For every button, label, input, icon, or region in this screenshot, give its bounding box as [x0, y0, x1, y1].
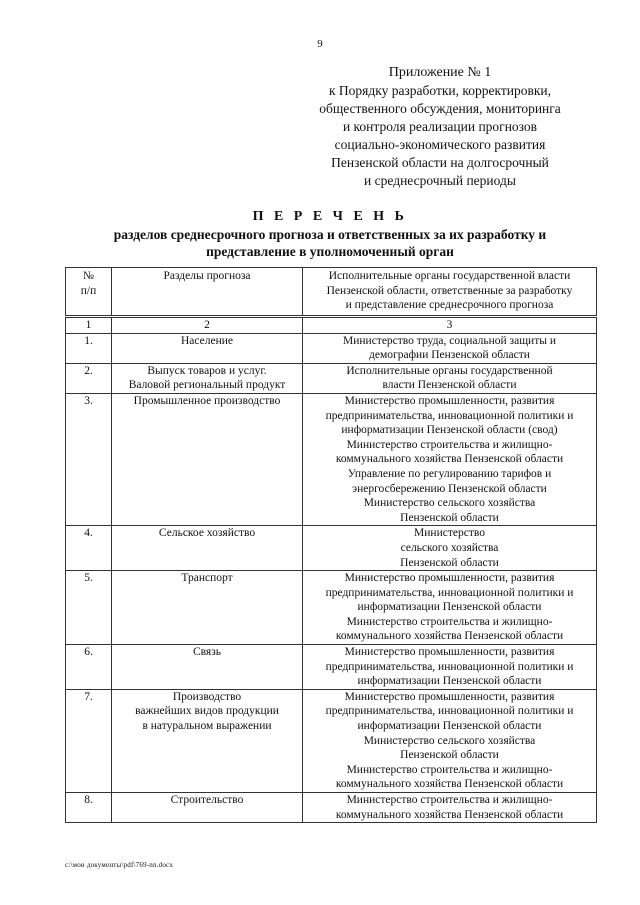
row-section	[112, 526, 303, 571]
row-bodies	[303, 363, 597, 393]
section-line: Транспорт	[181, 572, 233, 585]
appendix-block	[300, 64, 580, 190]
body-line: коммунального хозяйства Пензенской области	[335, 778, 564, 791]
appendix-line: социально-экономического развития	[334, 137, 546, 152]
body-line: Министерство строительства и жилищно-	[346, 763, 553, 776]
row-number: 6.	[66, 645, 112, 690]
body-line: коммунального хозяйства Пензенской области	[335, 808, 564, 821]
body-line: Пензенской области	[400, 556, 499, 569]
table-row	[66, 393, 597, 525]
body-line: предпринимательства, инновационной политики и	[325, 660, 574, 673]
body-line: предпринимательства, инновационной политики и	[325, 409, 574, 422]
row-bodies	[303, 645, 597, 690]
row-number: 5.	[66, 571, 112, 645]
header-text: и представление среднесрочного прогноза	[345, 299, 554, 312]
page-number: 9	[317, 38, 323, 50]
index-cell: 3	[303, 318, 597, 334]
body-line: предпринимательства, инновационной политики и	[325, 705, 574, 718]
section-line: Связь	[192, 646, 222, 659]
row-section	[112, 645, 303, 690]
sections-table	[65, 317, 597, 823]
header-cell-number	[66, 268, 112, 316]
table-row	[66, 793, 597, 823]
body-line: Министерство труда, социальной защиты и	[343, 334, 556, 347]
heading-title: П Е Р Е Ч Е Н Ь	[252, 209, 408, 224]
row-bodies	[303, 526, 597, 571]
body-line: Министерство сельского хозяйства	[363, 734, 536, 747]
heading-subtitle	[40, 226, 620, 260]
section-line: важнейших видов продукции	[135, 705, 279, 718]
table-row	[66, 571, 597, 645]
section-line: Строительство	[170, 794, 244, 806]
appendix-line: и контроля реализации прогнозов	[342, 119, 538, 134]
appendix-title: Приложение № 1	[388, 65, 492, 80]
body-line: Министерство промышленности, развития	[344, 394, 555, 407]
row-section	[112, 571, 303, 645]
header-cell-section	[112, 268, 303, 316]
table-row	[66, 363, 597, 393]
header-row	[66, 268, 597, 316]
header-text: п/п	[80, 284, 97, 297]
appendix-line: общественного обсуждения, мониторинга	[319, 101, 561, 116]
table-row	[66, 333, 597, 363]
header-text: №	[83, 270, 94, 282]
table-rows	[66, 333, 597, 823]
appendix-line: к Порядку разработки, корректировки,	[328, 83, 552, 98]
section-line: в натуральном выражении	[142, 720, 272, 733]
section-line: Выпуск товаров и услуг.	[147, 364, 267, 377]
section-line: Производство	[172, 690, 242, 703]
heading-subtitle-line: разделов среднесрочного прогноза и ответственных за их разработку и	[113, 227, 547, 242]
body-line: Исполнительные органы государственной	[346, 364, 553, 377]
document-heading	[40, 208, 620, 260]
body-line: коммунального хозяйства Пензенской области	[335, 453, 564, 466]
appendix-line: Пензенской области на долгосрочный	[331, 155, 549, 170]
body-line: Министерство	[414, 527, 485, 540]
body-line: информатизации Пензенской области (свод)	[341, 424, 558, 437]
row-number: 4.	[66, 526, 112, 571]
body-line: Министерство промышленности, развития	[344, 646, 555, 659]
row-number: 8.	[66, 793, 112, 823]
row-bodies	[303, 333, 597, 363]
body-line: Пензенской области	[400, 749, 499, 762]
index-cell: 1	[66, 318, 112, 334]
body-line: Министерство промышленности, развития	[344, 572, 555, 585]
section-line: Валовой региональный продукт	[128, 379, 286, 392]
body-line: информатизации Пензенской области	[357, 675, 542, 688]
body-line: Министерство строительства и жилищно-	[346, 615, 553, 628]
body-line: информатизации Пензенской области	[357, 720, 542, 733]
row-section	[112, 393, 303, 525]
body-line: власти Пензенской области	[382, 379, 517, 392]
body-line: Министерство строительства и жилищно-	[346, 794, 553, 806]
row-section	[112, 689, 303, 792]
header-cell-bodies	[303, 268, 597, 316]
table-row	[66, 645, 597, 690]
row-section	[112, 333, 303, 363]
row-number: 2.	[66, 363, 112, 393]
index-cell: 2	[112, 318, 303, 334]
body-line: коммунального хозяйства Пензенской области	[335, 630, 564, 643]
row-section	[112, 793, 303, 823]
row-number: 3.	[66, 393, 112, 525]
table-row	[66, 526, 597, 571]
header-text: Пензенской области, ответственные за разработку	[326, 284, 573, 297]
header-text: Разделы прогноза	[163, 270, 251, 282]
body-line: энергосбережению Пензенской области	[352, 482, 547, 495]
body-line: демографии Пензенской области	[369, 349, 530, 362]
row-bodies	[303, 793, 597, 823]
file-path-footer: c:\мои документы\pdf\769-nn.docx	[65, 861, 174, 869]
body-line: предпринимательства, инновационной политики и	[325, 586, 574, 599]
row-bodies	[303, 393, 597, 525]
index-row	[66, 318, 597, 334]
table-header	[65, 267, 597, 316]
table-row	[66, 689, 597, 792]
body-line: Министерство строительства и жилищно-	[346, 438, 553, 451]
body-line: Управление по регулированию тарифов и	[347, 467, 552, 480]
heading-subtitle-line: представление в уполномоченный орган	[206, 244, 454, 259]
row-number: 7.	[66, 689, 112, 792]
row-section	[112, 363, 303, 393]
body-line: информатизации Пензенской области	[357, 601, 542, 614]
row-number: 1.	[66, 333, 112, 363]
section-line: Население	[180, 334, 233, 347]
section-line: Промышленное производство	[133, 394, 281, 407]
appendix-line: и среднесрочный периоды	[364, 173, 516, 188]
header-text: Исполнительные органы государственной власти	[328, 270, 571, 282]
section-line: Сельское хозяйство	[158, 527, 256, 540]
row-bodies	[303, 689, 597, 792]
body-line: сельского хозяйства	[400, 541, 499, 554]
body-line: Министерство сельского хозяйства	[363, 497, 536, 510]
row-bodies	[303, 571, 597, 645]
body-line: Министерство промышленности, развития	[344, 690, 555, 703]
body-line: Пензенской области	[400, 511, 499, 524]
